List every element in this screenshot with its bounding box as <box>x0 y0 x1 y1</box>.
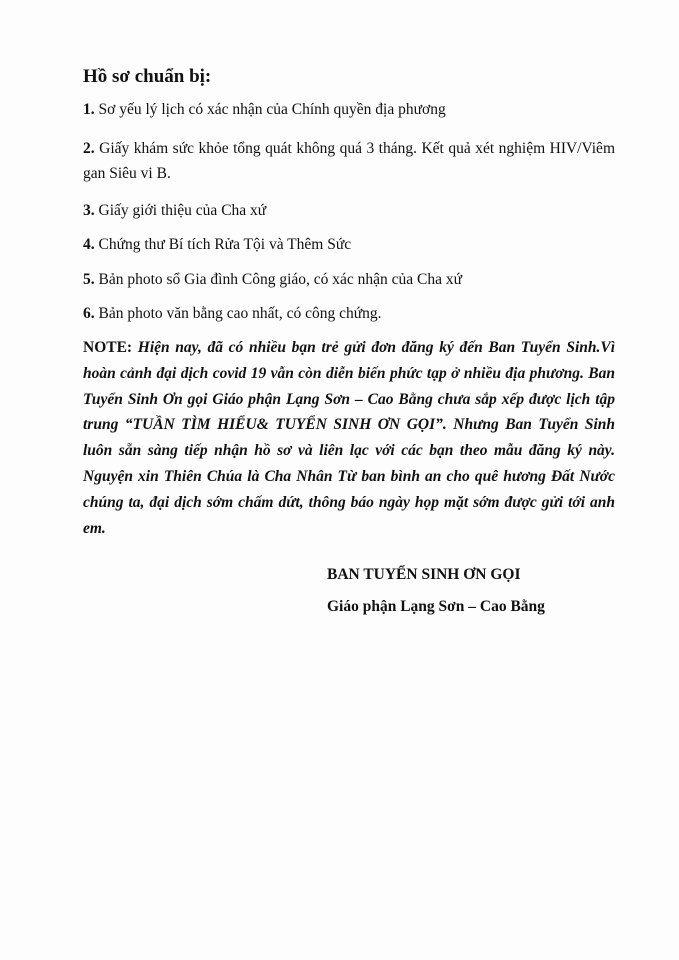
item-number: 2. <box>83 140 95 157</box>
note-text: Hiện nay, đã có nhiều bạn trẻ gửi đơn đăng ký đến Ban Tuyển Sinh.Vì hoàn cảnh đại dịch covid 19 vẫn còn diễn biến phức tạp ở nhiều địa phương. Ban Tuyển Sinh Ơn gọi Giáo phận Lạng Sơn – Cao Bằng chưa sắp xếp được lịch tập trung “TUẦN TÌM HIỂU& TUYỂN SINH ƠN GỌI”. Nhưng Ban Tuyển Sinh luôn sẵn sàng tiếp nhận hồ sơ và liên lạc với các bạn theo mẫu đăng ký này. Nguyện xin Thiên Chúa là Cha Nhân Từ ban bình an cho quê hương Đất Nước chúng ta, đại dịch sớm chấm dứt, thông báo ngày họp mặt sớm được gửi tới anh em. <box>83 339 616 537</box>
item-text: Sơ yếu lý lịch có xác nhận của Chính quyền địa phương <box>98 101 446 118</box>
document-heading: Hồ sơ chuẩn bị: <box>83 66 212 87</box>
item-text: Bản photo văn bằng cao nhất, có công chứng. <box>98 305 382 322</box>
requirement-item-6 <box>83 301 615 326</box>
item-number: 5. <box>83 271 95 288</box>
note-paragraph <box>83 335 615 541</box>
item-text: Chứng thư Bí tích Rửa Tội và Thêm Sức <box>98 236 352 253</box>
signature-organization: BAN TUYỂN SINH ƠN GỌI <box>327 566 521 583</box>
requirement-item-4 <box>83 232 615 257</box>
note-label: NOTE: <box>83 339 133 356</box>
requirement-item-3 <box>83 198 615 223</box>
item-text: Bản photo sổ Gia đình Công giáo, có xác nhận của Cha xứ <box>98 271 463 288</box>
item-number: 6. <box>83 305 95 322</box>
signature-diocese: Giáo phận Lạng Sơn – Cao Bằng <box>327 598 545 615</box>
item-text: Giấy giới thiệu của Cha xứ <box>98 202 267 219</box>
item-number: 1. <box>83 101 95 118</box>
requirement-item-5 <box>83 267 615 292</box>
item-number: 4. <box>83 236 95 253</box>
requirement-item-1 <box>83 97 615 122</box>
requirement-item-2 <box>83 136 615 186</box>
item-text: Giấy khám sức khỏe tổng quát không quá 3 tháng. Kết quả xét nghiệm HIV/Viêm gan Siêu vi B. <box>83 140 615 182</box>
item-number: 3. <box>83 202 95 219</box>
